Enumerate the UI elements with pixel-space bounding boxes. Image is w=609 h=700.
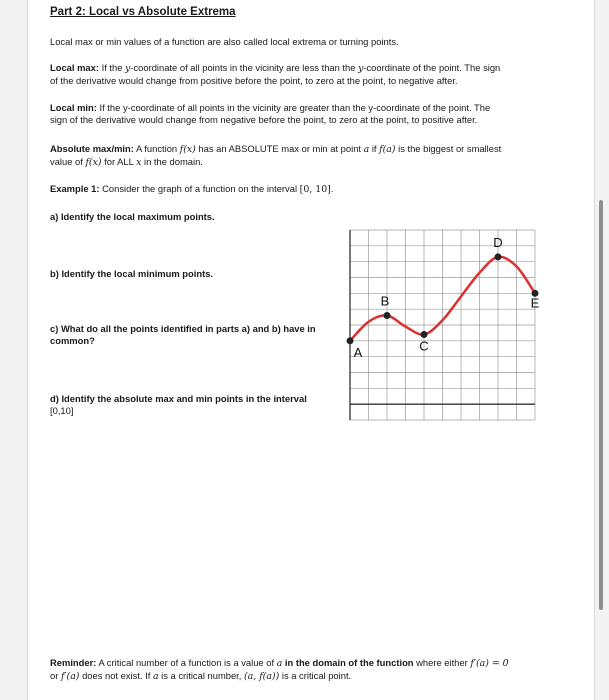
point-label-d: D <box>493 234 503 250</box>
reminder-text: is a critical number, <box>158 670 244 681</box>
question-c-line: c) What do all the points identified in parts a) and b) have in <box>50 323 316 334</box>
example-statement <box>50 183 333 196</box>
absolute-text: A function <box>133 143 180 154</box>
local-max-label: Local max: <box>50 62 99 73</box>
absolute-text: has an ABSOLUTE max or min at point <box>195 143 364 154</box>
scrollbar[interactable] <box>599 200 603 610</box>
question-d-line: [0,10] <box>50 405 74 416</box>
reminder-text: where either <box>413 657 471 668</box>
example-interval: [0, 10] <box>299 184 331 195</box>
reminder-text: does not exist. If <box>79 670 153 681</box>
critical-point-a <box>347 337 354 344</box>
math-fx: f(x) <box>179 144 196 155</box>
local-min-text: sign of the derivative would change from negative before the point, to zero at the point, to positive after. <box>50 114 478 125</box>
question-b: b) Identify the local minimum points. <box>50 268 214 279</box>
absolute-text: for ALL <box>101 156 137 167</box>
local-max-text: -coordinate of the point. The sign <box>363 62 501 73</box>
intro-text: Local max or min values of a function are also called local extrema or turning points. <box>50 36 399 47</box>
local-max-var-y: y <box>125 63 131 74</box>
point-label-a: A <box>353 344 363 360</box>
absolute-definition <box>50 143 501 169</box>
example-text: Consider the graph of a function on the interval <box>99 183 300 194</box>
absolute-text: value of <box>50 156 86 167</box>
reminder-text: is a critical point. <box>279 670 352 681</box>
absolute-text: if <box>369 143 380 154</box>
absolute-text: is the biggest or smallest <box>395 143 502 154</box>
local-min-definition <box>50 102 490 126</box>
math-a: a <box>363 144 370 155</box>
local-min-text: If the y-coordinate of all points in the vicinity are greater than the y-coordinate of the point. The <box>96 102 491 113</box>
point-label-b: B <box>380 293 390 309</box>
point-label-c: C <box>419 338 429 354</box>
local-max-text: If the <box>98 62 126 73</box>
math-fprime-a: f′(a) = 0 <box>470 658 509 669</box>
math-x: x <box>136 157 142 168</box>
absolute-label: Absolute max/min: <box>50 143 134 154</box>
local-min-label: Local min: <box>50 102 97 113</box>
page-title: Part 2: Local vs Absolute Extrema <box>50 6 236 18</box>
math-fx: f(x) <box>85 157 102 168</box>
local-max-text: of the derivative would change from positive before the point, to zero at the point, to negative after. <box>50 75 458 86</box>
reminder-text: A critical number of a function is a value of <box>96 657 277 668</box>
question-c-line: common? <box>50 335 95 346</box>
reminder-note <box>50 657 570 683</box>
critical-point-b <box>384 312 391 319</box>
reminder-label: Reminder: <box>50 657 97 668</box>
critical-point-d <box>495 253 502 260</box>
example-text: . <box>330 183 334 194</box>
math-a: a <box>152 671 159 682</box>
local-max-definition <box>50 62 500 87</box>
point-label-e: E <box>530 295 540 311</box>
local-max-text: -coordinate of all points in the vicinity are less than the <box>130 62 359 73</box>
reminder-bold-text: in the domain of the function <box>282 657 414 668</box>
question-d-line: d) Identify the absolute max and min points in the interval <box>50 393 307 404</box>
question-c <box>50 323 316 347</box>
absolute-text: in the domain. <box>141 156 203 167</box>
critical-point-c <box>421 331 428 338</box>
question-d <box>50 393 307 417</box>
function-graph <box>340 225 540 425</box>
math-fprime-a: f′(a) <box>60 671 80 682</box>
example-label: Example 1: <box>50 183 100 194</box>
question-a: a) Identify the local maximum points. <box>50 211 215 222</box>
math-critical-point: (a, f(a)) <box>244 671 280 682</box>
math-a: a <box>276 658 283 669</box>
local-max-var-y: y <box>358 63 364 74</box>
math-fa: f(a) <box>379 144 396 155</box>
reminder-text: or <box>50 670 61 681</box>
